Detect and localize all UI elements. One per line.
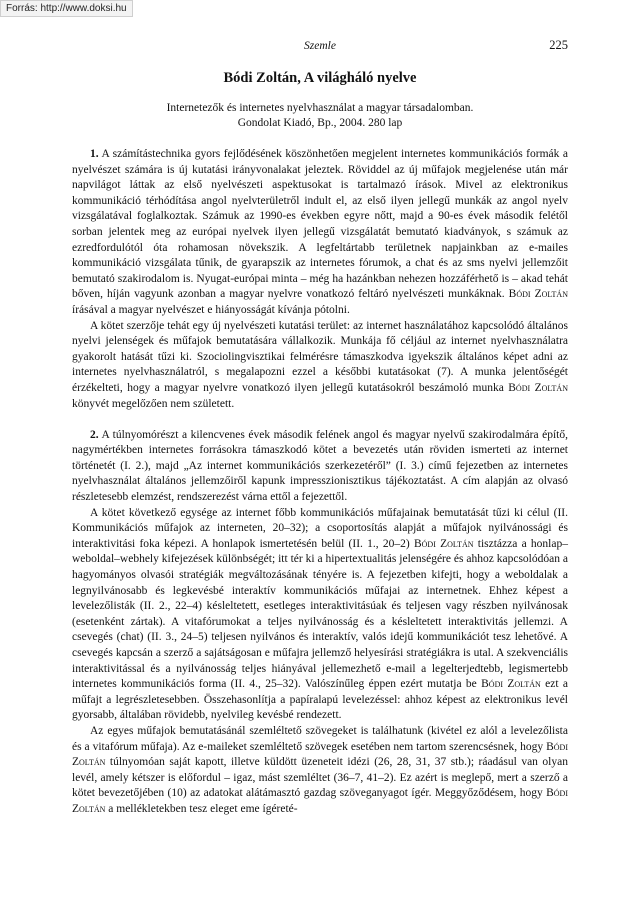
- page: [72, 36, 568, 818]
- page-number: 225: [549, 38, 568, 52]
- subtitle-line-1: Internetezők és internetes nyelvhasználat a magyar társadalomban.: [166, 102, 474, 114]
- paragraph-text: A túlnyomórészt a kilencvenes évek második felének angol és magyar nyelvű szakirodalmára építő, nagymértékben internetes forrásokra támaszkodó kötet a bevezetés után röviden ismerteti az internet történetét (I. 2.), majd „Az internet kommunikációs szerkezetéről” (I. 3.) című fejezetben az internetes nyelvhasználat általános jellemzőiről kapunk impresszionisztikus tájékoztatást. A cím alapján az olvasó részletesebb elemzést, rendszerezést várna ettől a fejezettől.: [72, 428, 568, 504]
- section-number: 2.: [90, 428, 99, 441]
- paragraph-text: a mellékletekben tesz eleget eme ígéreté-: [105, 802, 298, 815]
- review-subtitle: [72, 101, 568, 131]
- author-name: Bódi Zoltán: [72, 740, 568, 769]
- paragraph-text: A számítástechnika gyors fejlődésének köszönhetően megjelent internetes kommunikációs formák a nyelvészet számára is új kutatási irányvonalakat jeleztek. Röviddel az új műfajok megjelenése után már napvilágot láttak az első nyelvészeti aspektusokat is tartalmazó írások. Mivel az elektronikus kommunikáció térhódítása angol nyelvterületről indult el, az első ilyen jellegű munkák az angol nyelv vizsgálatával foglalkoztak. Számuk az 1990-es években egyre nőtt, majd a 90-es évek második felétől sorban jelentek meg az európai nyelvek ilyen jellegű vizsgálatát bemutató kiadványok, s számuk az ezredfordulótól óta rohamosan növekszik. A legfeltártabb területnek napjainkban az e-mailes kommunikáció vizsgálata tűnik, de gyarapszik az internetes fórumok, a chat és az sms nyelvi jellemzőit bemutató szakirodalom is. Nyugat-európai minta – még ha hazánkban nehezen hozzáférhető is – akad tehát bőven, híján vagyunk azonban a magyar nyelvre vonatkozó feltáró nyelvészeti munkáknak.: [72, 148, 568, 301]
- source-tag[interactable]: Forrás: http://www.doksi.hu: [0, 0, 133, 17]
- paragraph-text: Az egyes műfajok bemutatásánál szemléltető szövegeket is találhatunk (kivétel ez alól a levelezőlista és a vitafórum műfaja). Az e-maileket szemléltető szövegek esetében nem tartom szerencsésnek, hogy: [72, 724, 568, 753]
- paragraph-4: [72, 506, 568, 724]
- author-name: Bódi Zoltán: [481, 678, 541, 691]
- running-title: Szemle: [304, 40, 336, 52]
- paragraph-text: írásával a magyar nyelvészet e hiányosságát kívánja pótolni.: [72, 303, 350, 316]
- paragraph-text: A kötet következő egysége az internet főbb kommunikációs műfajainak bemutatását tűzi ki célul (II. Kommunikációs műfajok az interneten, 20–32); a csoportosítás alapját a műfajok nyilvánossági és interaktivitási foka képezi. A honlapok ismertetésén belül (II. 1., 20–2): [72, 506, 568, 550]
- paragraph-5: [72, 724, 568, 818]
- author-name: Bódi Zoltán: [508, 288, 568, 301]
- body-text: [72, 147, 568, 818]
- page-header: [72, 36, 568, 56]
- author-name: Bódi Zoltán: [72, 787, 568, 815]
- paragraph-1: [72, 147, 568, 319]
- paragraph-text: könyvét megelőzően nem született.: [72, 397, 235, 410]
- paragraph-text: ezt a műfajt a legrészletesebben. Összehasonlítja a papíralapú levelezéssel: ahhoz képest az elektronikus levél gyorsabb, általában rövidebb, nyelvileg kevésbé rendezett.: [72, 678, 568, 722]
- author-name: Bódi Zoltán: [413, 537, 474, 550]
- paragraph-2: [72, 319, 568, 413]
- paragraph-text: A kötet szerzője tehát egy új nyelvészeti kutatási terület: az internet használatához kapcsolódó általános nyelvi jelenségek és műfajok bemutatására vállalkozik. Munkája fő céljául az internet nyelvhasználatra gyakorolt hatását tűzi ki. Szociolingvisztikai felmérésre támaszkodva igyekszik általános képet adni az internetes nyelvhasználatról, s megalapozni ezzel a későbbi kutatásokat (7). A munka jelentőségét érzékelteti, hogy a magyar nyelvre vonatkozó ilyen jellegű kutatásokról beszámoló munka: [72, 319, 568, 394]
- paragraph-text: túlnyomóan saját kapott, illetve küldött üzeneteit idézi (26, 28, 31, 37 stb.); ráadásul van olyan levél, amely kétszer is előfordul – igaz, mást szemléltet (36–7, 41–2). Ez azért is meglepő, mert a szerző a kötet bevezetőjében (10) az adatokat alátámasztó gazdag szöveganyagot ígér. Meggyőződésem, hogy: [72, 756, 568, 800]
- section-number: 1.: [90, 148, 99, 160]
- paragraph-3: [72, 428, 568, 506]
- subtitle-line-2: Gondolat Kiadó, Bp., 2004. 280 lap: [237, 117, 403, 129]
- review-title: Bódi Zoltán, A világháló nyelve: [223, 70, 417, 86]
- author-name: Bódi Zoltán: [508, 381, 568, 394]
- paragraph-text: tisztázza a honlap–weboldal–webhely kifejezések különbségét; itt tér ki a hipertextualitás jelenségére és ahhoz kapcsolódóan a hagyományos olvasói stratégiák megváltozásának tényére is. A fejezetben kifejti, hogy a weboldalak a legnyilvánosabb és legkevésbé interaktív kommunikációs műfajai az internetnek. Ehhez képest a levelezőlisták (II. 2., 22–4) késleltetett, esetleges interaktivitásúak és teljesen vagy részben nyilvánosak (esetenként zártak). A vitafórumokat a teljes nyilvánosság és a késleltetett interaktivitás jellemzi. A csevegés (chat) (II. 3., 24–5) teljesen nyilvános és interaktív, valós idejű kommunikációt tesz lehetővé. A csevegés kapcsán a szerző a sajátságosan e műfajra jellemző helyesírási stratégiákra is utal. A szekvenciális interaktivitással és a nyilvánosság teljes hiányával jellemezhető e-mail a legelterjedtebb, legismertebb internetes kommunikációs forma (II. 4., 25–32). Valószínűleg éppen ezért mutatja be: [72, 537, 568, 691]
